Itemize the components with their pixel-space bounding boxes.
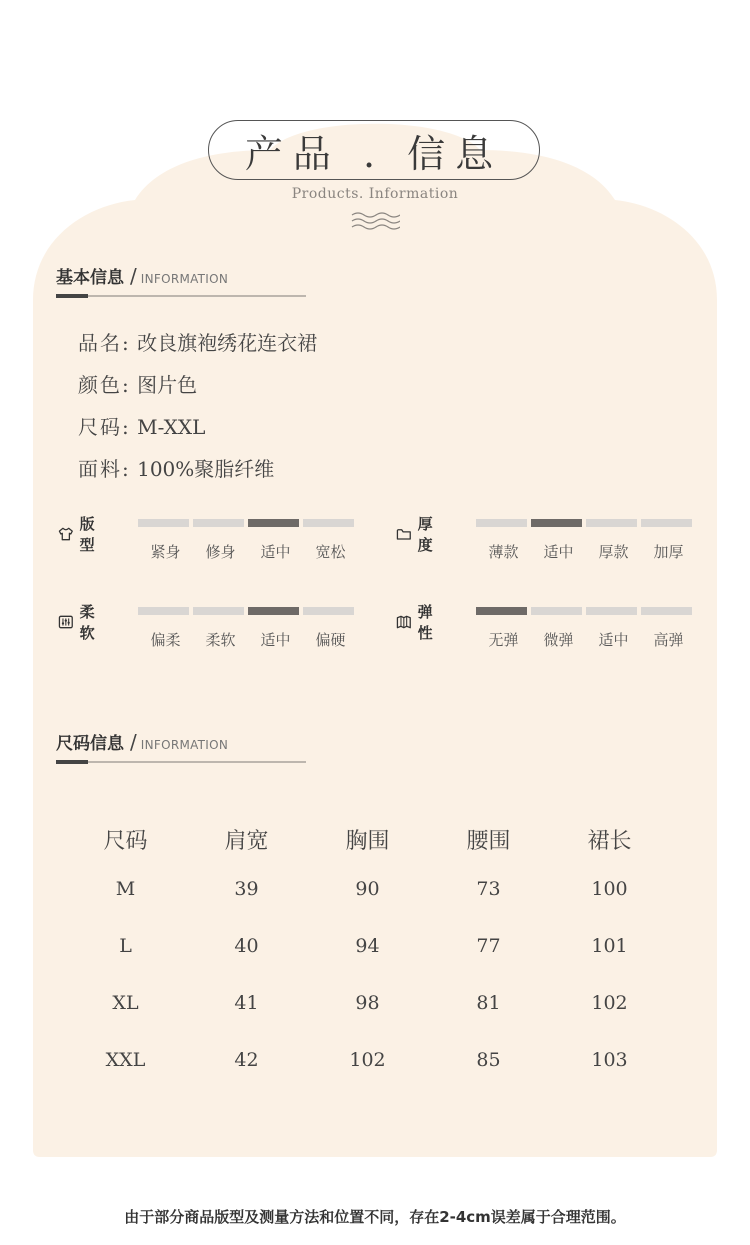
info-key: 尺码: bbox=[78, 415, 131, 439]
info-value: 图片色 bbox=[137, 373, 198, 397]
attr-name: 厚度 bbox=[417, 515, 433, 554]
column-header: 裙长 bbox=[587, 828, 632, 854]
table-cell: 39 bbox=[234, 877, 259, 900]
table-row bbox=[65, 860, 670, 917]
size-info-header bbox=[56, 729, 228, 754]
attr-name: 弹性 bbox=[417, 603, 433, 642]
level-bar bbox=[586, 519, 637, 527]
info-key: 面料: bbox=[78, 457, 131, 481]
table-row bbox=[65, 1031, 670, 1088]
info-value: 100%聚脂纤维 bbox=[137, 457, 275, 481]
size-info-title: 尺码信息 bbox=[56, 734, 124, 754]
sliders-icon bbox=[58, 611, 74, 633]
info-row-fabric bbox=[78, 453, 317, 495]
table-cell: XL bbox=[112, 991, 139, 1014]
table-row bbox=[65, 917, 670, 974]
wave-decoration-icon bbox=[350, 210, 400, 230]
measurement-footnote: 由于部分商品版型及测量方法和位置不同，存在2-4cm误差属于合理范围。 bbox=[124, 1208, 626, 1226]
level-label: 高弹 bbox=[653, 631, 684, 649]
basic-info-header bbox=[56, 263, 228, 288]
table-cell: 41 bbox=[234, 991, 259, 1014]
table-row bbox=[65, 974, 670, 1031]
column-header: 腰围 bbox=[466, 828, 511, 854]
level-bar bbox=[476, 519, 527, 527]
info-key: 颜色: bbox=[78, 373, 131, 397]
map-icon bbox=[396, 611, 412, 633]
level-label: 宽松 bbox=[315, 543, 346, 561]
level-bar bbox=[641, 519, 692, 527]
basic-info-en: INFORMATION bbox=[140, 272, 229, 286]
level-bar bbox=[641, 607, 692, 615]
column-header: 胸围 bbox=[345, 828, 390, 854]
level-bar-selected bbox=[248, 519, 299, 527]
level-bar-selected bbox=[248, 607, 299, 615]
table-cell: 42 bbox=[234, 1048, 259, 1071]
table-cell: 40 bbox=[234, 934, 259, 957]
level-bar bbox=[138, 519, 189, 527]
level-bars bbox=[138, 607, 358, 615]
column-header: 肩宽 bbox=[224, 828, 269, 854]
level-label: 偏硬 bbox=[315, 631, 346, 649]
info-value: 改良旗袍绣花连衣裙 bbox=[137, 331, 318, 355]
table-cell: 73 bbox=[476, 877, 501, 900]
size-info-en: INFORMATION bbox=[140, 738, 229, 752]
level-label: 修身 bbox=[205, 543, 236, 561]
section-underline bbox=[56, 761, 306, 763]
info-row-size bbox=[78, 411, 317, 453]
basic-info-slash: / bbox=[130, 264, 137, 288]
level-label: 适中 bbox=[260, 543, 291, 561]
column-header: 尺码 bbox=[103, 828, 148, 854]
shirt-icon bbox=[58, 523, 74, 545]
level-bar bbox=[303, 607, 354, 615]
info-row-color bbox=[78, 369, 317, 411]
page-subtitle: Products. Information bbox=[291, 186, 459, 202]
table-cell: 102 bbox=[591, 991, 628, 1014]
info-key: 品名: bbox=[78, 331, 131, 355]
attr-name: 柔软 bbox=[79, 603, 95, 642]
level-bars bbox=[138, 519, 358, 527]
folder-icon bbox=[396, 523, 412, 545]
table-cell: 102 bbox=[349, 1048, 386, 1071]
table-cell: 103 bbox=[591, 1048, 628, 1071]
table-cell: 85 bbox=[476, 1048, 501, 1071]
level-label: 偏柔 bbox=[150, 631, 181, 649]
page-title: 产品 . 信息 bbox=[244, 131, 504, 176]
level-label: 薄款 bbox=[488, 543, 519, 561]
basic-info-list bbox=[78, 327, 317, 495]
level-bar bbox=[193, 607, 244, 615]
size-info-slash: / bbox=[130, 730, 137, 754]
table-cell: 81 bbox=[476, 991, 501, 1014]
table-cell: 101 bbox=[591, 934, 628, 957]
level-bars bbox=[476, 519, 696, 527]
level-bar bbox=[193, 519, 244, 527]
table-cell: 77 bbox=[476, 934, 501, 957]
size-table bbox=[65, 818, 670, 1088]
level-label: 厚款 bbox=[598, 543, 629, 561]
attr-name: 版型 bbox=[79, 515, 95, 554]
table-cell: 90 bbox=[355, 877, 380, 900]
level-bar bbox=[138, 607, 189, 615]
info-row-name bbox=[78, 327, 317, 369]
table-cell: 100 bbox=[591, 877, 628, 900]
level-label: 无弹 bbox=[488, 631, 519, 649]
level-label: 加厚 bbox=[653, 543, 684, 561]
basic-info-title: 基本信息 bbox=[56, 268, 124, 288]
level-bar-selected bbox=[476, 607, 527, 615]
level-bar bbox=[586, 607, 637, 615]
info-value: M-XXL bbox=[137, 415, 206, 439]
table-cell: 94 bbox=[355, 934, 380, 957]
level-label: 适中 bbox=[543, 543, 574, 561]
level-label: 柔软 bbox=[205, 631, 236, 649]
level-bars bbox=[476, 607, 696, 615]
section-underline bbox=[56, 295, 306, 297]
level-bar bbox=[303, 519, 354, 527]
level-bar-selected bbox=[531, 519, 582, 527]
level-label: 适中 bbox=[260, 631, 291, 649]
title-pill bbox=[208, 120, 540, 180]
table-cell: 98 bbox=[355, 991, 380, 1014]
table-cell: XXL bbox=[105, 1048, 146, 1071]
level-label: 适中 bbox=[598, 631, 629, 649]
level-bar bbox=[531, 607, 582, 615]
level-label: 微弹 bbox=[543, 631, 574, 649]
table-cell: M bbox=[115, 877, 136, 900]
table-cell: L bbox=[119, 934, 132, 957]
table-header-row bbox=[65, 818, 670, 860]
level-label: 紧身 bbox=[150, 543, 181, 561]
